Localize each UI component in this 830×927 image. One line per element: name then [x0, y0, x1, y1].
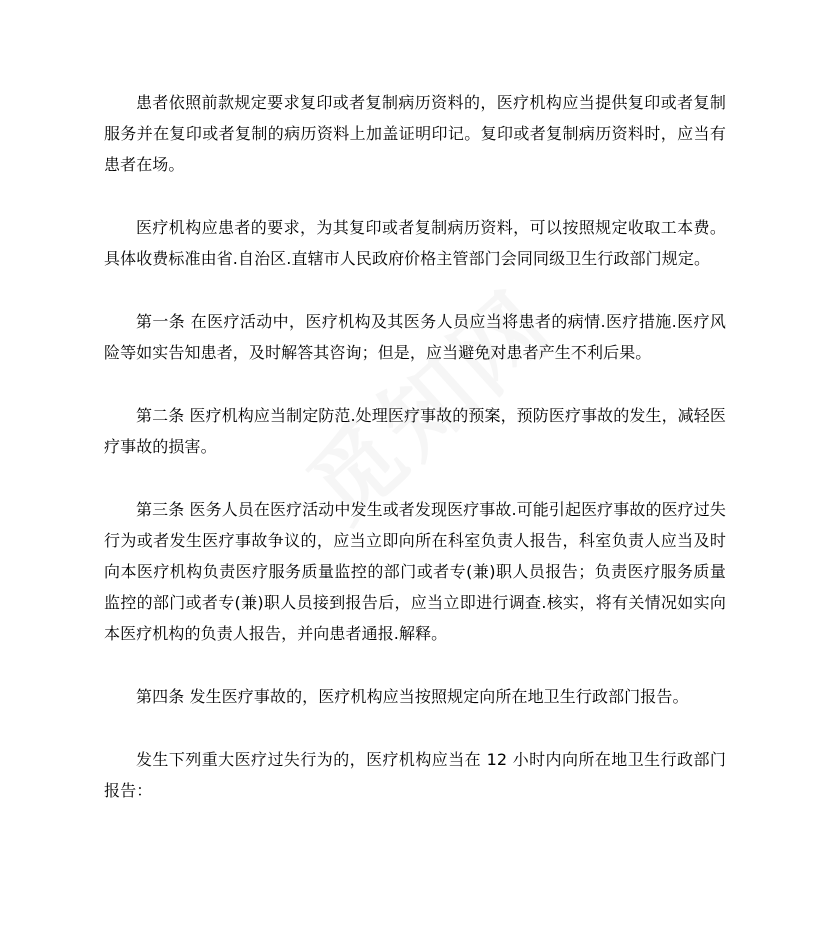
paragraph-major-incidents: 发生下列重大医疗过失行为的，医疗机构应当在 12 小时内向所在地卫生行政部门报告： — [104, 750, 726, 800]
document-body — [104, 87, 726, 806]
paragraph-article-4: 第四条 发生医疗事故的，医疗机构应当按照规定向所在地卫生行政部门报告。 — [136, 687, 689, 706]
paragraph-article-3: 第三条 医务人员在医疗活动中发生或者发现医疗事故.可能引起医疗事故的医疗过失行为或者发生医疗事故争议的，应当立即向所在科室负责人报告，科室负责人应当及时向本医疗机构负责医疗服务质量监控的部门或者专(兼)职人员报告；负责医疗服务质量监控的部门或者专(兼)职人员接到报告后，应当立即进行调查.核实，将有关情况如实向本医疗机构的负责人报告，并向患者通报.解释。 — [104, 500, 726, 643]
paragraph-copy-service: 患者依照前款规定要求复印或者复制病历资料的，医疗机构应当提供复印或者复制服务并在复印或者复制的病历资料上加盖证明印记。复印或者复制病历资料时，应当有患者在场。 — [104, 93, 726, 174]
paragraph-article-1: 第一条 在医疗活动中，医疗机构及其医务人员应当将患者的病情.医疗措施.医疗风险等如实告知患者，及时解答其咨询；但是，应当避免对患者产生不利后果。 — [104, 312, 726, 362]
paragraph-article-2: 第二条 医疗机构应当制定防范.处理医疗事故的预案，预防医疗事故的发生，减轻医疗事故的损害。 — [104, 406, 726, 456]
paragraph-fees: 医疗机构应患者的要求，为其复印或者复制病历资料，可以按照规定收取工本费。具体收费标准由省.自治区.直辖市人民政府价格主管部门会同同级卫生行政部门规定。 — [104, 218, 726, 268]
